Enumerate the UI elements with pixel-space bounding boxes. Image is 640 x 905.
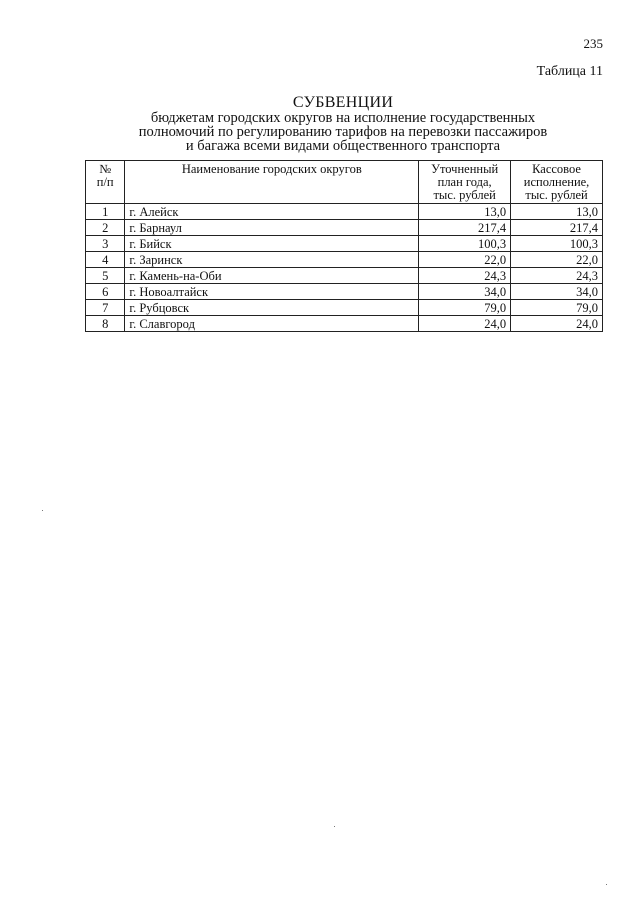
header-exec-line-3: тыс. рублей [525, 188, 588, 202]
row-num: 8 [86, 316, 125, 332]
header-name: Наименование городских округов [125, 161, 419, 204]
row-name: г. Бийск [125, 236, 419, 252]
row-plan: 217,4 [419, 220, 511, 236]
title-line-2: полномочий по регулированию тарифов на перевозки пассажиров [138, 124, 548, 140]
table-row [86, 316, 603, 332]
header-plan [419, 161, 511, 204]
scan-speck [334, 826, 335, 827]
row-plan: 24,3 [419, 268, 511, 284]
row-name: г. Камень-на-Оби [125, 268, 419, 284]
row-num: 4 [86, 252, 125, 268]
row-exec: 24,0 [511, 316, 603, 332]
row-name: г. Славгород [125, 316, 419, 332]
row-exec: 22,0 [511, 252, 603, 268]
document-title [0, 94, 640, 153]
table-row [86, 268, 603, 284]
title-main: СУБВЕНЦИИ [292, 94, 394, 111]
subsidy-table [85, 160, 603, 332]
table-row [86, 204, 603, 220]
header-plan-line-3: тыс. рублей [433, 188, 496, 202]
header-exec-line-1: Кассовое [532, 162, 581, 176]
row-plan: 79,0 [419, 300, 511, 316]
row-exec: 24,3 [511, 268, 603, 284]
row-name: г. Заринск [125, 252, 419, 268]
table-row [86, 284, 603, 300]
header-exec [511, 161, 603, 204]
row-name: г. Новоалтайск [125, 284, 419, 300]
row-num: 1 [86, 204, 125, 220]
row-exec: 13,0 [511, 204, 603, 220]
row-exec: 79,0 [511, 300, 603, 316]
page-number: 235 [583, 36, 603, 51]
row-exec: 100,3 [511, 236, 603, 252]
title-line-3: и багажа всеми видами общественного транспорта [185, 138, 501, 154]
row-num: 2 [86, 220, 125, 236]
table-row [86, 252, 603, 268]
table-row [86, 220, 603, 236]
row-name: г. Алейск [125, 204, 419, 220]
table-row [86, 300, 603, 316]
row-num: 3 [86, 236, 125, 252]
row-plan: 22,0 [419, 252, 511, 268]
table-label: Таблица 11 [536, 64, 603, 79]
header-num [86, 161, 125, 204]
row-exec: 217,4 [511, 220, 603, 236]
row-num: 5 [86, 268, 125, 284]
table-header-row [86, 161, 603, 204]
header-num-line-1: № [99, 162, 112, 176]
header-num-line-2: п/п [96, 175, 114, 189]
row-name: г. Барнаул [125, 220, 419, 236]
row-num: 7 [86, 300, 125, 316]
scan-speck [42, 510, 43, 511]
table-row [86, 236, 603, 252]
scan-speck [606, 884, 607, 885]
row-name: г. Рубцовск [125, 300, 419, 316]
header-plan-line-2: план года, [437, 175, 492, 189]
row-plan: 13,0 [419, 204, 511, 220]
row-exec: 34,0 [511, 284, 603, 300]
header-exec-line-2: исполнение, [523, 175, 590, 189]
row-plan: 100,3 [419, 236, 511, 252]
row-num: 6 [86, 284, 125, 300]
row-plan: 24,0 [419, 316, 511, 332]
header-plan-line-1: Уточненный [431, 162, 499, 176]
row-plan: 34,0 [419, 284, 511, 300]
title-line-1: бюджетам городских округов на исполнение государственных [150, 110, 536, 126]
